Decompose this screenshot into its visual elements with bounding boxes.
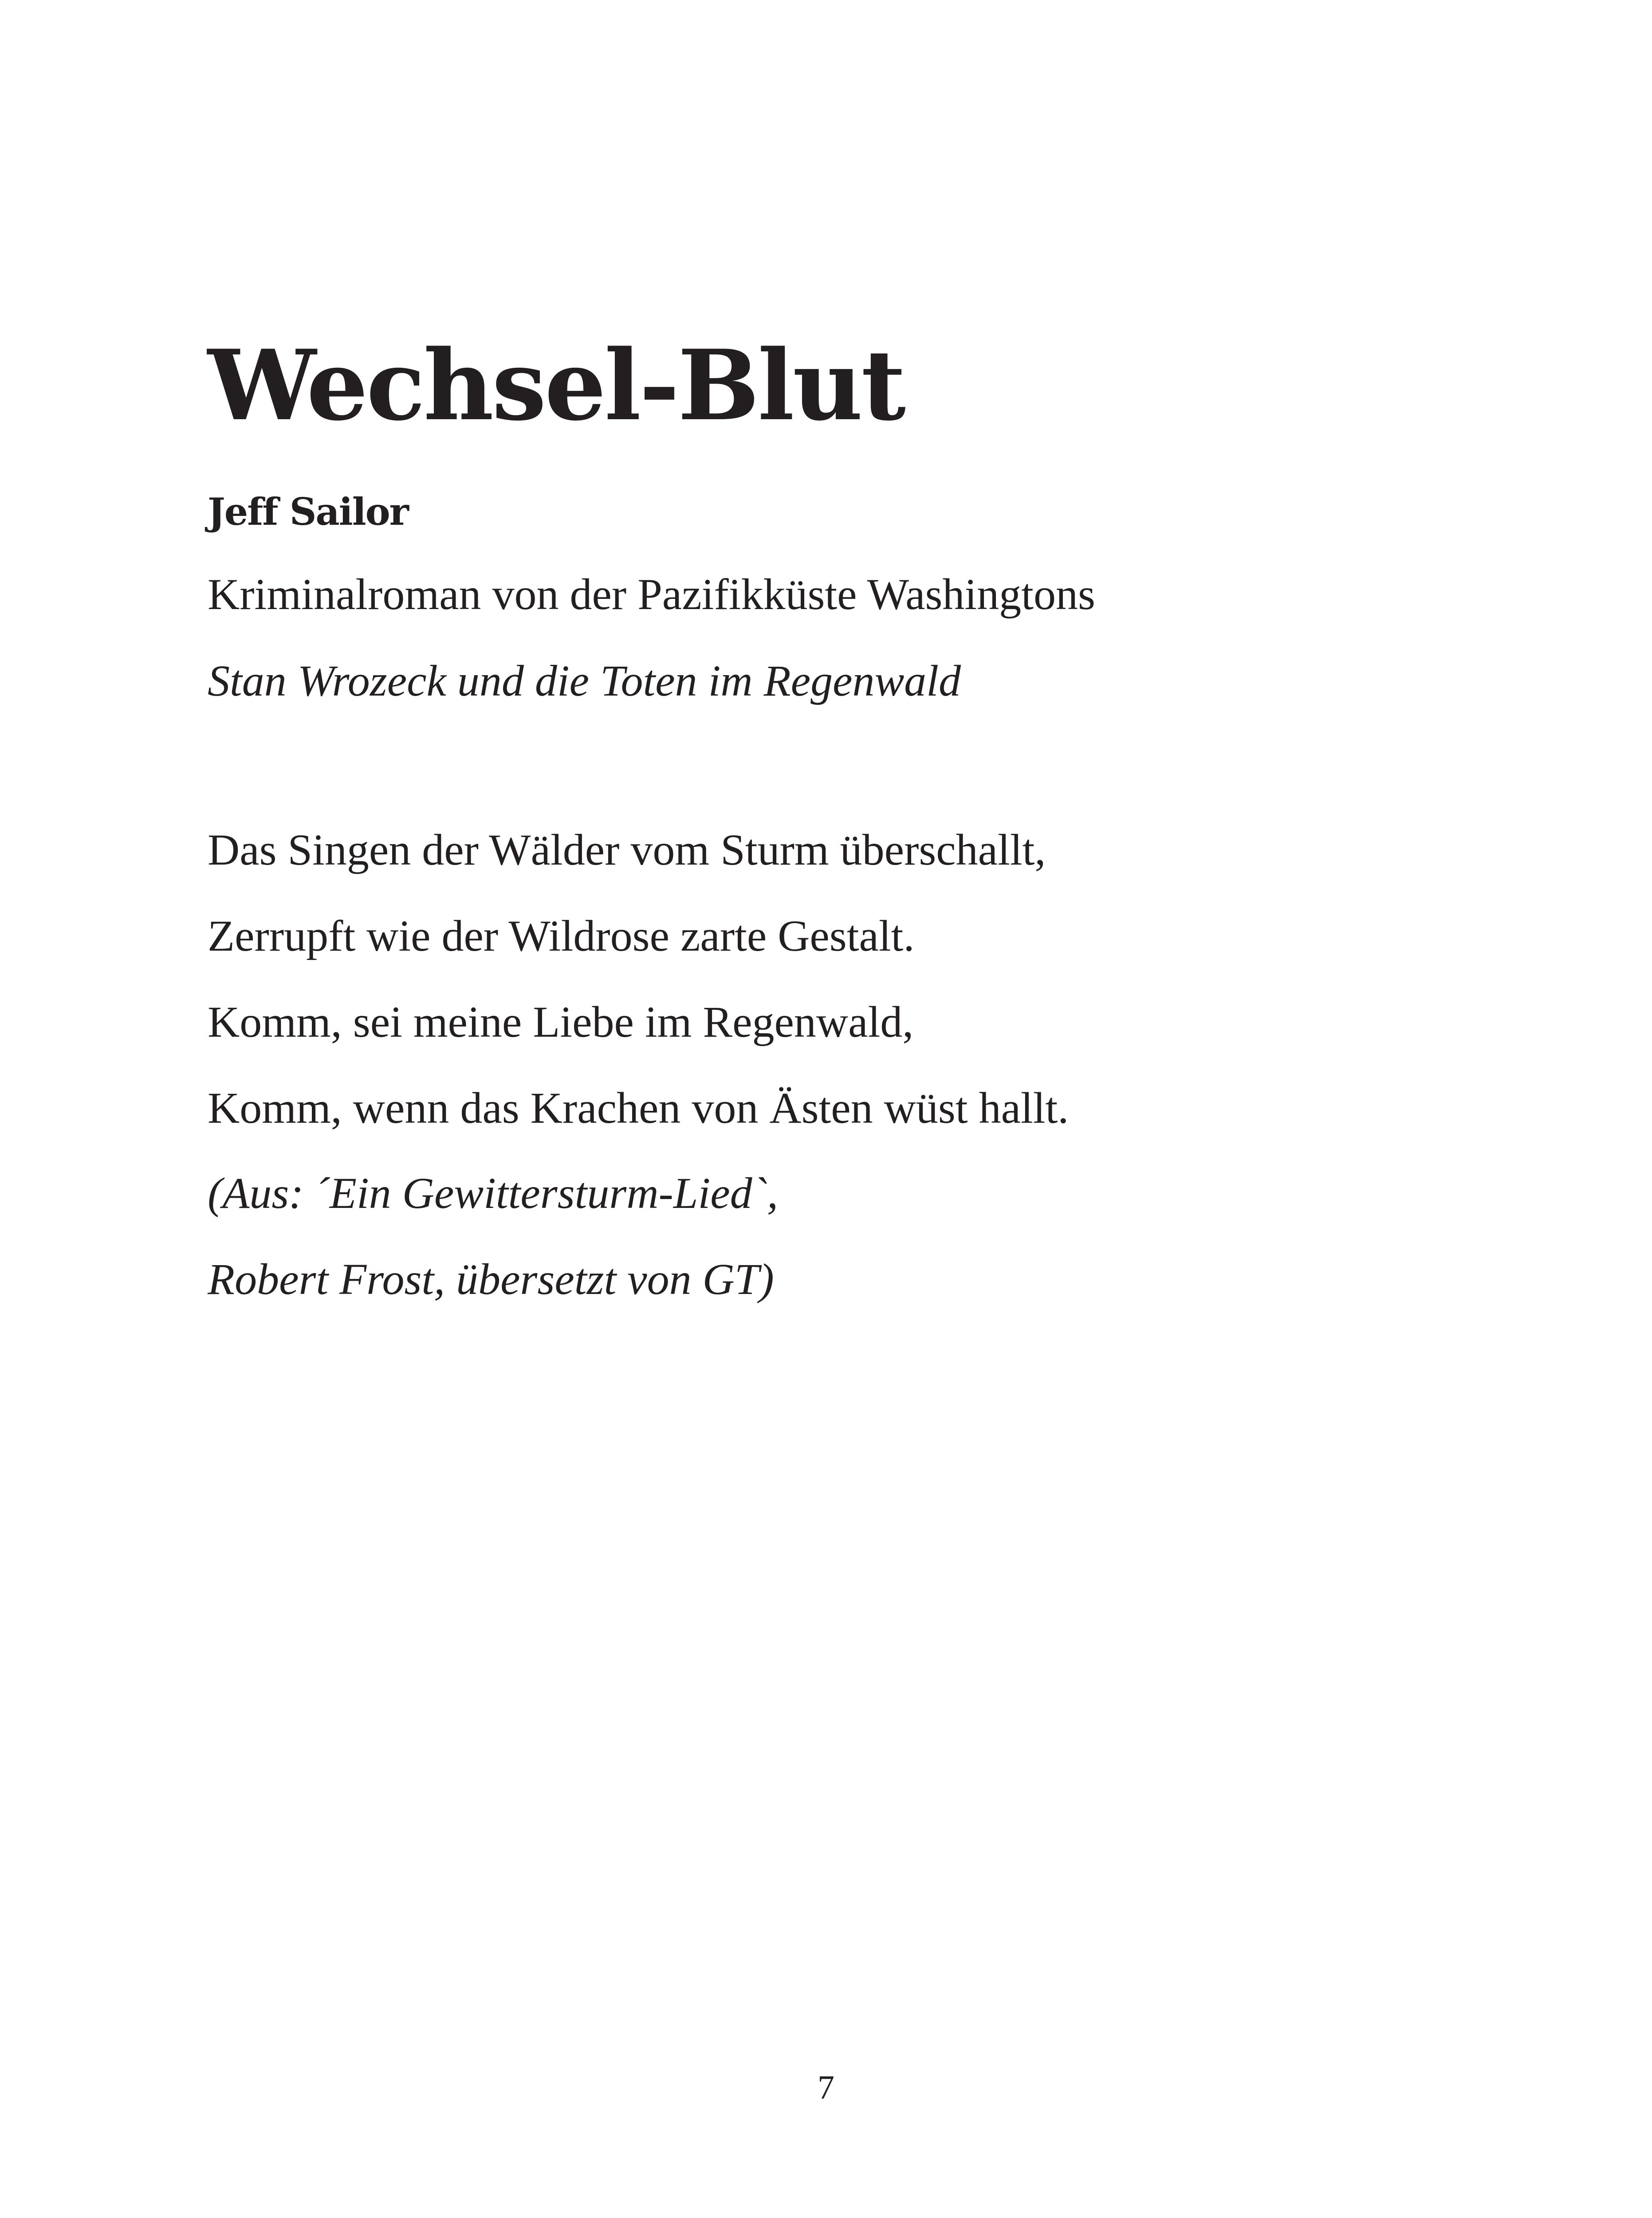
epigraph-line-3: Komm, sei meine Liebe im Regenwald,: [208, 997, 914, 1046]
book-tagline: Stan Wrozeck und die Toten im Regenwald: [208, 656, 961, 705]
epigraph-line-4: Komm, wenn das Krachen von Ästen wüst hallt.: [208, 1083, 1069, 1133]
epigraph-source-line-1: (Aus: ´Ein Gewittersturm-Lied`,: [208, 1168, 778, 1218]
epigraph-source-line-2: Robert Frost, übersetzt von GT): [208, 1255, 774, 1304]
epigraph-line-2: Zerrupft wie der Wildrose zarte Gestalt.: [208, 911, 915, 960]
page-number: 7: [818, 2069, 834, 2106]
epigraph-line-1: Das Singen der Wälder vom Sturm überschallt,: [208, 825, 1046, 874]
book-title: Wechsel-Blut: [208, 329, 904, 442]
book-subtitle: Kriminalroman von der Pazifikküste Washingtons: [208, 570, 1095, 619]
book-author: Jeff Sailor: [208, 490, 408, 534]
